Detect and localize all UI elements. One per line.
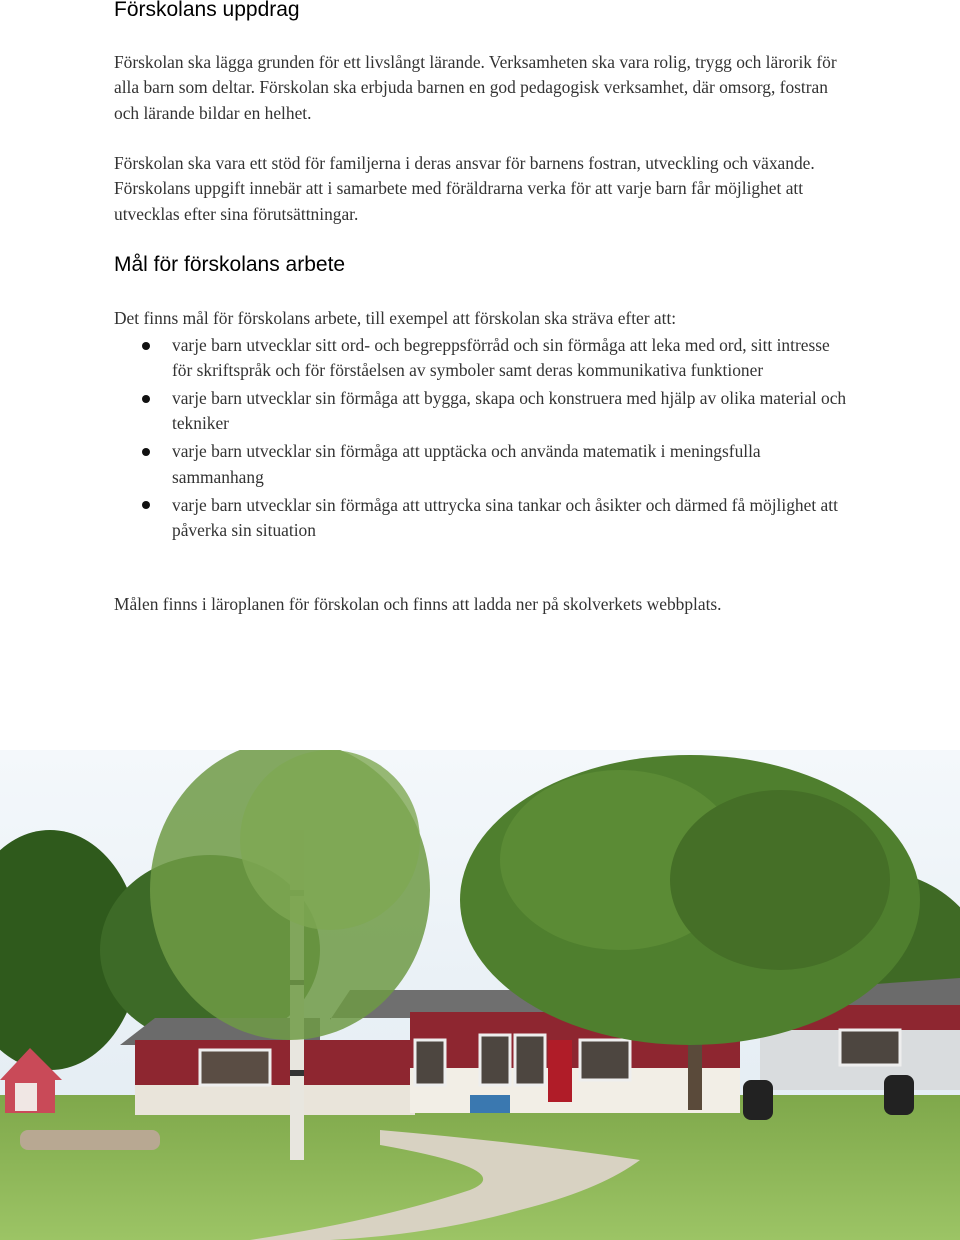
paragraph-mal-intro: Det finns mål för förskolans arbete, till exempel att förskolan ska sträva efter att:	[114, 308, 677, 328]
bullet-icon	[142, 395, 150, 403]
list-item	[114, 333, 854, 384]
bullet-icon	[142, 501, 150, 509]
paragraph-mal-closing: Målen finns i läroplanen för förskolan och finns att ladda ner på skolverkets webbplats.	[114, 594, 722, 614]
list-item	[114, 439, 854, 490]
goal-text: varje barn utvecklar sin förmåga att bygga, skapa och konstruera med hjälp av olika material och tekniker	[172, 388, 847, 434]
bullet-icon	[142, 448, 150, 456]
goal-text: varje barn utvecklar sin förmåga att upptäcka och använda matematik i meningsfulla sammanhang	[172, 441, 761, 487]
preschool-photo	[0, 750, 960, 1240]
list-item	[114, 386, 854, 437]
list-item	[114, 493, 854, 544]
paragraph-uppdrag-1: Förskolan ska lägga grunden för ett livslångt lärande. Verksamheten ska vara rolig, trygg och lärorik för alla barn som deltar. Förskolan ska erbjuda barnen en god pedagogisk verksamhet, där omsorg, fostran och lärande bildar en helhet.	[114, 52, 837, 123]
section-heading-uppdrag: Förskolans uppdrag	[114, 0, 300, 21]
bullet-icon	[142, 342, 150, 350]
goal-text: varje barn utvecklar sitt ord- och begreppsförråd och sin förmåga att leka med ord, sitt intresse för skriftspråk och för förståelsen av symboler samt deras kommunikativa funktioner	[172, 335, 830, 381]
goals-list	[114, 333, 854, 546]
goal-text: varje barn utvecklar sin förmåga att uttrycka sina tankar och åsikter och därmed få möjlighet att påverka sin situation	[172, 494, 838, 540]
paragraph-uppdrag-2: Förskolan ska vara ett stöd för familjerna i deras ansvar för barnens fostran, utveckling och växande. Förskolans uppgift innebär att i samarbete med föräldrarna verka för att varje barn får möjlighet att utvecklas efter sina förutsättningar.	[114, 153, 815, 224]
section-heading-mal: Mål för förskolans arbete	[114, 253, 346, 276]
